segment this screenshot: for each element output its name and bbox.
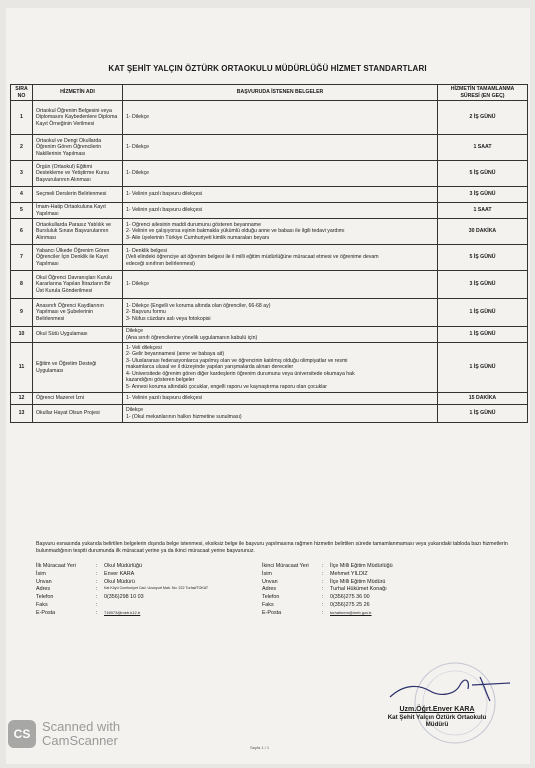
document-title: KAT ŞEHİT YALÇIN ÖZTÜRK ORTAOKULU MÜDÜRLÜĞÜ HİZMET STANDARTLARI [108,64,427,73]
document-line: 5- Annesi koruma altındaki çocuklar, engelli raporu ve kaynaştırma raporu olan çocuklar [126,383,327,390]
table-row [11,393,528,405]
document-line: 4- Üniversitede öğrenim gören diğer kardeşlerin öğrenim durumunu veya üniversitede okumaya hak [126,370,355,377]
document-line: (Veli elindeki öğrenciye ait öğrenim belgesi ile il milli eğitim müdürlüğüne müracaat etmesi ve öğrenime devam [126,254,379,261]
document-line: 1- Velinin yazılı başvuru dilekçesi [126,207,203,214]
document-line: 3- Nüfus cüzdanı aslı veya fotokopisi [126,315,211,322]
required-documents [123,135,438,161]
row-number: 5 [11,203,33,219]
label: İsim [262,570,272,577]
document-line: 3- Aile üyelerinin Türkiye Cumhuriyeti kimlik numaraları beyanı [126,234,270,241]
completion-time: 5 İŞ GÜNÜ [438,245,528,271]
document-line: Dilekçe [126,328,144,334]
label: İkinci Müracaat Yeri [262,563,309,569]
service-name: Örgün (Ortaokul) Eğitimi Destekleme ve Yetiştirme Kursu Başvurularının Alınması [33,161,123,187]
document-line: 1- Dilekçe [126,281,150,288]
completion-time: 15 DAKİKA [438,393,528,405]
page-number: Sayfa 1 / 1 [250,745,270,750]
label: E-Posta [262,609,282,616]
row-number: 8 [11,271,33,299]
signature-block [372,706,502,728]
label: İsim [36,570,46,577]
required-documents [123,101,438,135]
completion-time: 1 İŞ GÜNÜ [438,299,528,327]
required-documents [123,271,438,299]
label: Adres [36,586,51,593]
first-contact-title: Okul Müdürü [104,578,135,585]
second-contact-phone: 0(356)275 36 00 [330,594,370,601]
table-row [11,327,528,343]
completion-time: 2 İŞ GÜNÜ [438,101,528,135]
label: E-Posta [36,609,56,616]
label: Faks [262,602,274,609]
table-row [11,245,528,271]
document-line: 3- Uluslararası federasyonlarca yapılmış olan ve öğrencinin katılmış olduğu olimpiyatlar ve resmi [126,357,348,364]
signature-and-stamp [360,655,520,745]
second-contact-place: İlçe Milli Eğitim Müdürlüğü [330,563,393,569]
first-contact-email-link[interactable]: 716973@meb.k12.tr [104,609,141,615]
document-line: makamlarca ulusal ve il düzeyinde yapılan yarışmalarda alınan dereceler [126,364,294,371]
table-row [11,101,528,135]
table-row [11,343,528,393]
row-number: 7 [11,245,33,271]
document-line: 1- Dilekçe [126,144,150,151]
row-number: 6 [11,219,33,245]
completion-time: 30 DAKİKA [438,219,528,245]
table-row [11,203,528,219]
required-documents [123,405,438,423]
document-line: 2- Velinin ve çalışıyorsa eşinin bakmakla yükümlü olduğu anne ve babası ile ilgili tedavi yardımı [126,228,345,235]
table-row [11,161,528,187]
document-line: 1- Velinin yazılı başvuru dilekçesi [126,191,203,198]
document-line: 1- Öğrenci ailesinin maddi durumunu gösteren beyanname [126,221,261,228]
document-line: (Ana sınıfı öğrencilerine yönelik uygulamanın kabulü için) [126,334,258,341]
document-line: 2- Başvuru formu [126,309,166,316]
document-line: Dilekçe [126,407,144,413]
header-duration: HİZMETİN TAMAMLANMA SÜRESİ (EN GEÇ) [438,85,528,101]
required-documents [123,327,438,343]
required-documents [123,343,438,393]
label: İlk Müracaat Yeri [36,563,76,569]
signatory-school: Kat Şehit Yalçın Öztürk Ortaokulu [387,714,487,722]
table-row [11,271,528,299]
row-number: 4 [11,187,33,203]
watermark-line-1: Scanned with [42,719,121,734]
second-contact-email-link[interactable]: turhalmem@meb.gov.tr [330,609,372,615]
signatory-title: Müdürü [425,721,449,729]
first-contact-address: Kat Köyü Cumhuriyet Cad. Uzunyurt Mah. No: 222 Turhal/TOKAT [104,586,209,591]
second-contact-fax: 0(356)275 25 26 [330,602,370,609]
service-name: Öğrenci Mazeret İzni [33,393,123,405]
row-number: 12 [11,393,33,405]
completion-time: 3 İŞ GÜNÜ [438,187,528,203]
service-name: Anasınıfı Öğrenci Kaydlarının Yapılması ve Şubelerinin Belirlenmesi [33,299,123,327]
document-line: 2- Gelir beyannamesi (anne ve babaya ait) [126,351,225,358]
label: Unvan [262,578,278,585]
header-service: HİZMETİN ADI [33,85,123,101]
service-name: Ortaokul ve Dengi Okullarda Öğrenim Gören Öğrencilerin Nakillerinin Yapılması [33,135,123,161]
first-contact-name: Enver KARA [104,570,135,577]
service-name: Okullar Hayat Olsun Projesi [33,405,123,423]
required-documents [123,299,438,327]
document-line: 1- Dilekçe [126,114,150,121]
service-standards-table [10,84,528,423]
document-line: kazandığını gösteren belgeler [126,377,195,384]
label: Unvan [36,578,52,585]
completion-time: 1 SAAT [438,203,528,219]
header-docs: BAŞVURUDA İSTENEN BELGELER [123,85,438,101]
service-name: Seçmeli Derslerin Belirlenmesi [33,187,123,203]
table-row [11,135,528,161]
row-number: 11 [11,343,33,393]
service-name: Ortaokul Öğrenim Belgesini veya Diplomasını Kaybedenlere Diploma Kayıt Örneğinin Verilmesi [33,101,123,135]
watermark-line-2: CamScanner [42,733,118,749]
label: Faks [36,602,48,609]
document-line: 1- Dilekçe [126,170,150,177]
second-contact-title: İlçe Milli Eğitim Müdürü [330,578,386,585]
second-contact-name: Mehmet YILDIZ [330,570,368,577]
table-row [11,187,528,203]
first-contact-phone: 0(356)298 10 03 [104,594,144,601]
completion-time: 1 SAAT [438,135,528,161]
second-contact-block: İkinci Müracaat Yeri : İlçe Milli Eğitim Müdürlüğü İsim : Mehmet YILDIZ Unvan : İlçe Milli Eğitim Müdürü Adres : Turhal Hükümet Konağı Telefon : 0(356)275 36 00 Faks : 0(356)275 25 26 E-Posta : turhalmem@meb.gov.tr [262,563,393,616]
service-name: Yabancı Ülkede Öğrenim Gören Öğrenciler İçin Denklik ile Kayıt Yapılması [33,245,123,271]
document-line: 1- Dilekçe (Engelli ve koruma altında olan öğrenciler, 66-68 ay) [126,302,271,309]
table-row [11,219,528,245]
table-header-row [11,85,528,101]
document-line: 1- Denklik belgesi [126,247,167,254]
service-name: Okul Öğrenci Davranışları Kurulu Kararlarına Yapılan İtirazların Bir Üst Kurula Gönderilmesi [33,271,123,299]
row-number: 13 [11,405,33,423]
table-row [11,405,528,423]
row-number: 2 [11,135,33,161]
first-contact-block: İlk Müracaat Yeri : Okul Müdürlüğü İsim : Enver KARA Unvan : Okul Müdürü Adres : Kat Köyü Cumhuriyet Cad. Uzunyurt Mah. No: 222 Turhal/TOKAT Telefon : 0(356)298 10 03 Faks : E-Posta : 716973@meb.k12.tr [36,563,209,616]
completion-time: 5 İŞ GÜNÜ [438,161,528,187]
completion-time: 1 İŞ GÜNÜ [438,327,528,343]
document-line: 1- (Okul mekanlarının halkın hizmetine sunulması) [126,413,242,420]
label: Telefon [36,594,54,601]
first-contact-place: Okul Müdürlüğü [104,563,143,569]
required-documents [123,219,438,245]
required-documents [123,161,438,187]
completion-time: 3 İŞ GÜNÜ [438,271,528,299]
required-documents [123,187,438,203]
completion-time: 1 İŞ GÜNÜ [438,343,528,393]
required-documents [123,245,438,271]
camscanner-logo-icon: CS [8,720,36,748]
table-row [11,299,528,327]
row-number: 10 [11,327,33,343]
label: Telefon [262,594,280,601]
header-no: SIRA NO [11,85,33,101]
label: Adres [262,586,277,593]
service-name: Ortaokullarda Parasız Yatılılık ve Bursluluk Sınavı Başvurularının Alınması [33,219,123,245]
row-number: 3 [11,161,33,187]
required-documents [123,393,438,405]
document-line: 1- Velinin yazılı başvuru dilekçesi [126,395,203,402]
signatory-name: Uzm.Öğrt.Enver KARA [399,706,475,713]
service-name: İmam-Hatip Ortaokuluna Kayıt Yapılması [33,203,123,219]
document-line: edeceği sınıfının belirlenmesi) [126,260,195,267]
application-note: Başvuru esnasında yukarıda belirtilen belgelerin dışında belge istenmesi, eksiksiz belge ile başvuru yapılmasına rağmen hizmetin belirtilen sürede tamamlanmaması veya yukarıdaki tabloda bazı hizmetlerin bulunmadığının tespiti durumunda ilk müracaat yerine ya da ikinci müracaat yerine başvurunuz. [36,541,508,554]
completion-time: 1 İŞ GÜNÜ [438,405,528,423]
second-contact-address: Turhal Hükümet Konağı [330,586,387,593]
service-name: Eğitim ve Öğretim Desteği Uygulaması [33,343,123,393]
row-number: 1 [11,101,33,135]
required-documents [123,203,438,219]
service-name: Okul Sütü Uygulaması [33,327,123,343]
camscanner-watermark [8,720,120,749]
document-line: 1- Veli dilekçesi [126,344,162,351]
row-number: 9 [11,299,33,327]
